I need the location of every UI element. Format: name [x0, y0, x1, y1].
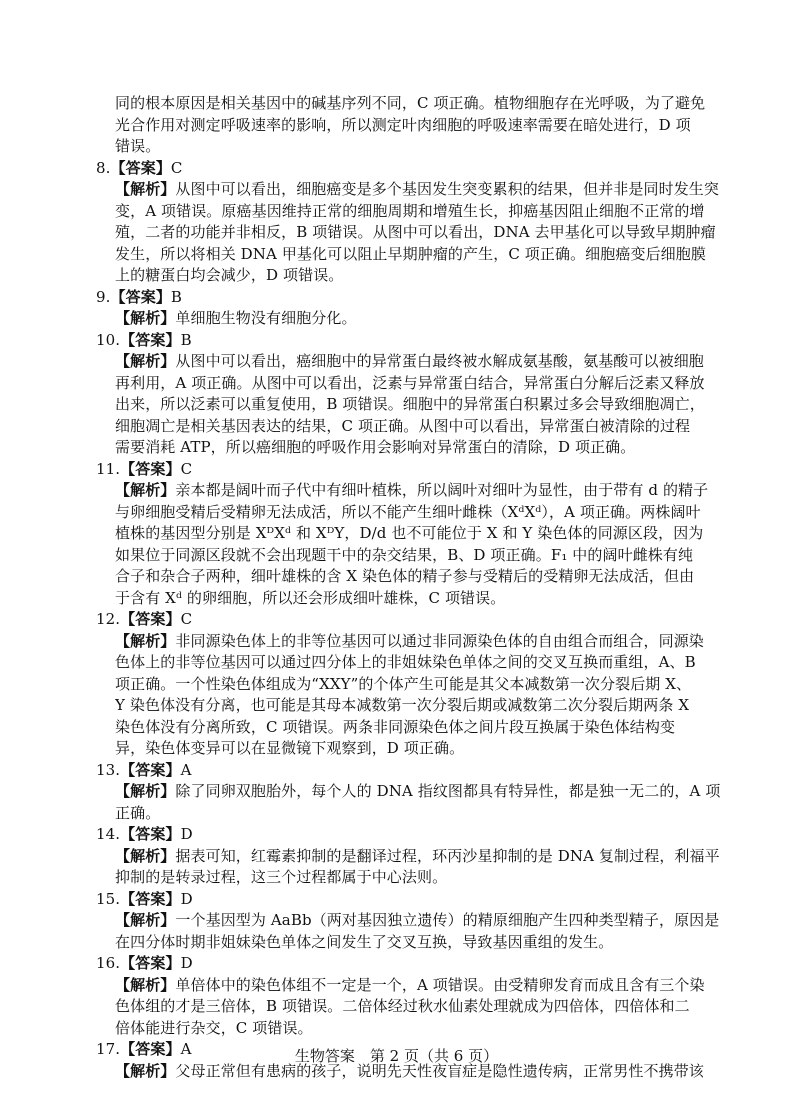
analysis-line	[115, 437, 635, 458]
answer-line	[96, 287, 182, 308]
analysis-text: 亲本都是阔叶而子代中有细叶植株，所以阔叶对细叶为显性，由于带有 d 的精子	[175, 481, 709, 499]
analysis-line	[115, 652, 696, 673]
analysis-line	[115, 416, 690, 437]
question-number: 9.	[96, 287, 111, 306]
continuation-text: 同的根本原因是相关基因中的碱基序列不同，C 项正确。植物细胞存在光呼吸，为了避免	[115, 94, 706, 112]
analysis-text: 在四分体时期非姐妹染色单体之间发生了交叉互换，导致基因重组的发生。	[115, 932, 614, 951]
analysis-line	[115, 803, 160, 824]
analysis-line	[115, 265, 343, 286]
analysis-line	[115, 566, 694, 587]
analysis-text: 于含有 Xᵈ 的卵细胞，所以还会形成细叶雄株，C 项错误。	[115, 588, 506, 607]
analysis-line	[115, 523, 703, 544]
analysis-text: 染色体没有分离所致，C 项错误。两条非同源染色体之间片段互换属于染色体结构变	[115, 717, 676, 736]
analysis-line	[115, 867, 447, 888]
answer-tag: 【答案】	[110, 287, 171, 306]
analysis-tag: 【解析】	[115, 352, 176, 370]
analysis-text: 上的糖蛋白均会减少，D 项错误。	[115, 266, 344, 284]
analysis-text: 非同源染色体上的非等位基因可以通过非同源染色体的自由组合而组合，同源染	[175, 631, 704, 650]
analysis-text: 正确。	[115, 803, 161, 822]
analysis-line	[115, 588, 505, 609]
answer-letter: D	[180, 889, 193, 908]
question-number: 15.	[96, 889, 121, 908]
analysis-line	[115, 244, 706, 265]
answer-tag: 【答案】	[120, 459, 181, 478]
analysis-text: 细胞凋亡是相关基因表达的结果，C 项正确。从图中可以看出，异常蛋白被清除的过程	[115, 416, 691, 435]
continuation-line	[115, 136, 160, 157]
analysis-line	[115, 308, 357, 329]
analysis-text: Y 染色体没有分离，也可能是其母本减数第一次分裂后期或减数第二次分裂后期两条 X	[115, 696, 690, 714]
analysis-text: 发生，所以将相关 DNA 甲基化可以阻止早期肿瘤的产生，C 项正确。细胞癌变后细胞膜	[115, 244, 706, 263]
analysis-line	[115, 932, 613, 953]
analysis-text: 据表可知，红霉素抑制的是翻译过程，环丙沙星抑制的是 DNA 复制过程，利福平	[175, 846, 720, 865]
continuation-text: 光合作用对测定呼吸速率的影响，所以测定叶肉细胞的呼吸速率需要在暗处进行，D 项	[115, 115, 691, 134]
analysis-text: 如果位于同源区段就不会出现题干中的杂交结果，B、D 项正确。F₁ 中的阔叶雌株有纯	[115, 545, 694, 564]
analysis-tag: 【解析】	[115, 309, 176, 327]
answer-tag: 【答案】	[120, 825, 181, 843]
answer-letter: A	[180, 1040, 192, 1058]
analysis-line	[115, 179, 719, 200]
answer-tag: 【答案】	[120, 954, 181, 972]
analysis-tag: 【解析】	[115, 975, 176, 994]
answer-tag: 【答案】	[120, 610, 181, 628]
analysis-line	[115, 222, 716, 243]
analysis-text: 父母正常但有患病的孩子，说明先天性夜盲症是隐性遗传病，正常男性不携带该	[175, 1061, 704, 1080]
question-number: 16.	[96, 954, 121, 972]
analysis-line	[115, 781, 720, 802]
analysis-line	[115, 351, 704, 372]
analysis-line	[115, 201, 705, 222]
answer-line	[96, 609, 192, 630]
analysis-line	[115, 1018, 313, 1039]
answer-tag: 【答案】	[120, 1040, 181, 1058]
continuation-text: 错误。	[115, 137, 161, 155]
analysis-text: 倍体能进行杂交，C 项错误。	[115, 1018, 313, 1037]
analysis-text: 色体上的非等位基因可以通过四分体上的非姐妹染色单体之间的交叉互换而重组，A、B	[115, 653, 696, 671]
answer-letter: B	[170, 287, 183, 306]
analysis-line	[115, 695, 689, 716]
analysis-line	[115, 674, 691, 695]
analysis-text: 抑制的是转录过程，这三个过程都属于中心法则。	[115, 868, 448, 886]
continuation-line	[115, 115, 691, 136]
analysis-text: 异，染色体变异可以在显微镜下观察到，D 项正确。	[115, 739, 465, 757]
question-number: 11.	[96, 459, 121, 478]
analysis-text: 单倍体中的染色体组不一定是一个，A 项错误。由受精卵发育而成且含有三个染	[175, 975, 705, 994]
analysis-line	[115, 717, 675, 738]
analysis-text: 植株的基因型分别是 XᴰXᵈ 和 XᴰY，D/d 也不可能位于 X 和 Y 染色体的同源区段，因为	[115, 524, 704, 542]
question-number: 12.	[96, 610, 121, 628]
answer-letter: D	[180, 954, 193, 972]
analysis-tag: 【解析】	[115, 1061, 176, 1080]
analysis-text: 合子和杂合子两种，细叶雄株的含 X 染色体的精子参与受精后的受精卵无法成活，但由	[115, 567, 695, 585]
analysis-line	[115, 975, 705, 996]
question-number: 14.	[96, 825, 121, 843]
analysis-line	[115, 996, 690, 1017]
analysis-tag: 【解析】	[115, 481, 176, 499]
analysis-text: 除了同卵双胞胎外，每个人的 DNA 指纹图都具有特异性，都是独一无二的，A 项	[175, 782, 721, 800]
analysis-text: 与卵细胞受精后受精卵无法成活，所以不能产生细叶雌株（XᵈXᵈ），A 项正确。两株阔叶	[115, 502, 701, 521]
analysis-line	[115, 545, 693, 566]
analysis-line	[115, 846, 720, 867]
analysis-tag: 【解析】	[115, 911, 176, 929]
answer-letter: C	[180, 459, 193, 478]
answer-tag: 【答案】	[120, 760, 181, 779]
analysis-line	[115, 480, 708, 501]
page-footer: 生物答案 第 2 页（共 6 页）	[294, 1047, 499, 1065]
answer-line	[96, 760, 192, 781]
answer-letter: D	[180, 825, 193, 843]
analysis-line	[115, 502, 701, 523]
analysis-text: 出来，所以泛素可以重复使用，B 项错误。细胞中的异常蛋白积累过多会导致细胞凋亡，	[115, 395, 705, 413]
answer-letter: C	[180, 610, 193, 628]
answer-letter: C	[170, 158, 183, 177]
analysis-line	[115, 373, 705, 394]
question-number: 10.	[96, 330, 121, 349]
analysis-text: 再利用，A 项正确。从图中可以看出，泛素与异常蛋白结合，异常蛋白分解后泛素又释放	[115, 373, 705, 392]
question-number: 17.	[96, 1040, 121, 1058]
analysis-tag: 【解析】	[115, 631, 176, 650]
answer-line	[96, 824, 193, 845]
answer-tag: 【答案】	[120, 330, 181, 349]
question-number: 8.	[96, 158, 111, 177]
question-number: 13.	[96, 760, 121, 779]
analysis-text: 需要消耗 ATP，所以癌细胞的呼吸作用会影响对异常蛋白的清除，D 项正确。	[115, 438, 636, 456]
answer-letter: A	[180, 760, 192, 779]
analysis-text: 项正确。一个性染色体组成为“XXY”的个体产生可能是其父本减数第一次分裂后期 X、	[115, 674, 692, 693]
answer-line	[96, 330, 192, 351]
answer-line	[96, 953, 193, 974]
answer-line	[96, 158, 183, 179]
analysis-text: 从图中可以看出，细胞癌变是多个基因发生突变累积的结果，但并非是同时发生突	[175, 180, 720, 198]
analysis-text: 单细胞生物没有细胞分化。	[175, 309, 357, 327]
analysis-text: 从图中可以看出，癌细胞中的异常蛋白最终被水解成氨基酸，氨基酸可以被细胞	[175, 352, 704, 370]
analysis-text: 色体组的才是三倍体，B 项错误。二倍体经过秋水仙素处理就成为四倍体，四倍体和二	[115, 997, 690, 1015]
analysis-line	[115, 631, 704, 652]
analysis-line	[115, 910, 719, 931]
analysis-line	[115, 738, 464, 759]
answer-line	[96, 889, 193, 910]
analysis-tag: 【解析】	[115, 782, 176, 800]
answer-letter: B	[180, 330, 192, 349]
analysis-tag: 【解析】	[115, 180, 176, 198]
answer-tag: 【答案】	[110, 158, 171, 177]
analysis-text: 一个基因型为 AaBb（两对基因独立遗传）的精原细胞产生四种类型精子，原因是	[175, 911, 720, 929]
analysis-tag: 【解析】	[115, 846, 176, 865]
continuation-line	[115, 93, 705, 114]
answer-tag: 【答案】	[120, 889, 181, 908]
answer-line	[96, 459, 192, 480]
analysis-text: 殖，二者的功能并非相反，B 项错误。从图中可以看出，DNA 去甲基化可以导致早期肿瘤	[115, 223, 716, 241]
analysis-text: 变，A 项错误。原癌基因维持正常的细胞周期和增殖生长，抑癌基因阻止细胞不正常的增	[115, 201, 705, 220]
analysis-line	[115, 394, 705, 415]
